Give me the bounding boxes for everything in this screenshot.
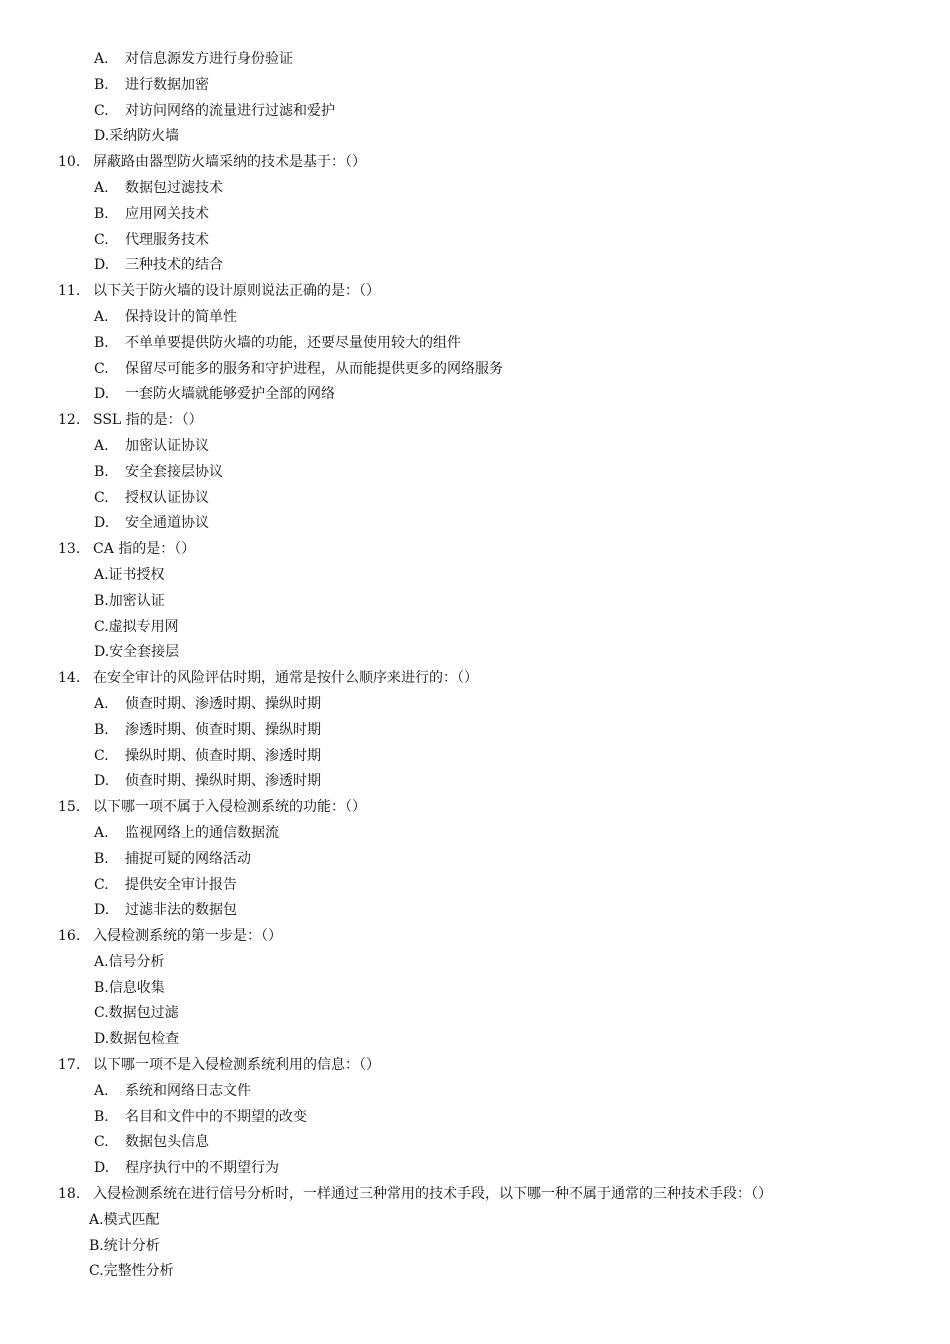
option-line: [0, 976, 950, 1002]
option-line: [0, 486, 950, 512]
question-number: 15.: [58, 799, 81, 816]
option-line: [0, 950, 950, 976]
option-letter: B.: [94, 76, 109, 93]
question-text: 以下哪一项不属于入侵检测系统的功能：（）: [93, 799, 366, 816]
option-letter: B.: [94, 205, 109, 222]
option-line: [0, 202, 950, 228]
option-line: [0, 873, 950, 899]
option-line: [0, 744, 950, 770]
option-text: B.加密认证: [94, 592, 165, 609]
question-line: [0, 666, 950, 692]
question-text: 入侵检测系统的第一步是：（）: [93, 928, 282, 945]
option-text: 数据包过滤技术: [125, 179, 223, 196]
option-letter: D.: [94, 386, 110, 403]
question-line: [0, 1182, 950, 1208]
option-letter: D.: [94, 1160, 110, 1177]
option-line: [0, 589, 950, 615]
option-text: 提供安全审计报告: [125, 876, 237, 893]
option-letter: B.: [94, 1108, 109, 1125]
option-text: D.采纳防火墙: [94, 128, 180, 145]
option-text: 代理服务技术: [125, 231, 209, 248]
option-text: 捕捉可疑的网络活动: [125, 850, 251, 867]
option-text: A.证书授权: [94, 566, 165, 583]
option-text: D.数据包检查: [94, 1031, 180, 1048]
option-text: 三种技术的结合: [125, 257, 223, 274]
question-number: 17.: [58, 1057, 81, 1074]
option-line: [0, 382, 950, 408]
option-line: [0, 228, 950, 254]
option-line: [0, 253, 950, 279]
option-line: [0, 176, 950, 202]
option-text: C.数据包过滤: [94, 1005, 179, 1022]
option-line: [0, 460, 950, 486]
option-text: 对信息源发方进行身份验证: [125, 51, 293, 67]
option-letter: B.: [94, 721, 109, 738]
option-line: [0, 73, 950, 99]
option-line: [0, 692, 950, 718]
option-text: 加密认证协议: [125, 437, 209, 454]
option-letter: B.: [94, 334, 109, 351]
question-number: 18.: [58, 1186, 81, 1203]
option-line: [0, 99, 950, 125]
option-letter: A.: [94, 437, 109, 454]
option-text: B.信息收集: [94, 979, 165, 996]
question-text: 入侵检测系统在进行信号分析时，一样通过三种常用的技术手段，以下哪一种不属于通常的三种技术手段：（）: [93, 1186, 772, 1203]
option-line: [0, 769, 950, 795]
option-letter: C.: [94, 231, 109, 248]
question-number: 11.: [58, 283, 81, 300]
question-line: [0, 537, 950, 563]
option-text: C.虚拟专用网: [94, 618, 179, 635]
option-line: [0, 1079, 950, 1105]
option-letter: C.: [94, 876, 109, 893]
option-letter: C.: [94, 489, 109, 506]
option-letter: C.: [94, 1134, 109, 1151]
option-line: [0, 47, 950, 73]
question-text: 以下关于防火墙的设计原则说法正确的是：（）: [93, 283, 380, 300]
option-text: A.模式匹配: [89, 1211, 160, 1228]
option-line: [0, 1156, 950, 1182]
option-text: 程序执行中的不期望行为: [125, 1160, 279, 1177]
option-letter: B.: [94, 850, 109, 867]
option-text: 操纵时期、侦查时期、渗透时期: [125, 747, 321, 764]
question-line: [0, 150, 950, 176]
option-letter: A.: [94, 179, 109, 196]
question-text: SSL 指的是：（）: [93, 412, 203, 429]
option-text: B.统计分析: [89, 1237, 160, 1254]
option-letter: C.: [94, 102, 109, 119]
option-line: [0, 847, 950, 873]
option-text: 监视网络上的通信数据流: [125, 824, 279, 841]
option-text: 对访问网络的流量进行过滤和爱护: [125, 102, 335, 119]
option-text: 应用网关技术: [125, 205, 209, 222]
question-text: 屏蔽路由器型防火墙采纳的技术是基于：（）: [93, 154, 366, 171]
option-text: 数据包头信息: [125, 1134, 209, 1151]
option-text: 侦查时期、操纵时期、渗透时期: [125, 773, 321, 790]
option-letter: D.: [94, 902, 110, 919]
question-line: [0, 408, 950, 434]
option-text: 系统和网络日志文件: [125, 1082, 251, 1099]
option-text: 授权认证协议: [125, 489, 209, 506]
question-text: 以下哪一项不是入侵检测系统利用的信息：（）: [93, 1057, 380, 1074]
option-text: D.安全套接层: [94, 644, 180, 661]
option-line: [0, 718, 950, 744]
question-text: 在安全审计的风险评估时期，通常是按什么顺序来进行的：（）: [93, 670, 478, 687]
option-letter: A.: [94, 51, 109, 67]
option-line: [0, 898, 950, 924]
option-letter: D.: [94, 515, 110, 532]
option-line: [0, 1130, 950, 1156]
option-line: [0, 640, 950, 666]
option-line: [0, 1001, 950, 1027]
option-text: 安全通道协议: [125, 515, 209, 532]
option-text: 侦查时期、渗透时期、操纵时期: [125, 695, 321, 712]
option-letter: A.: [94, 695, 109, 712]
question-number: 13.: [58, 541, 81, 558]
option-text: 名目和文件中的不期望的改变: [125, 1108, 307, 1125]
question-number: 12.: [58, 412, 81, 429]
option-line: [0, 1259, 950, 1285]
option-line: [0, 821, 950, 847]
question-text: CA 指的是：（）: [93, 541, 196, 558]
option-text: A.信号分析: [94, 953, 165, 970]
option-line: [0, 434, 950, 460]
question-number: 10.: [58, 154, 81, 171]
option-letter: A.: [94, 824, 109, 841]
question-number: 16.: [58, 928, 81, 945]
option-text: C.完整性分析: [89, 1263, 174, 1280]
option-line: [0, 1027, 950, 1053]
question-number: 14.: [58, 670, 81, 687]
option-letter: A.: [94, 1082, 109, 1099]
option-line: [0, 511, 950, 537]
option-line: [0, 357, 950, 383]
option-letter: D.: [94, 257, 110, 274]
option-text: 渗透时期、侦查时期、操纵时期: [125, 721, 321, 738]
option-letter: A.: [94, 308, 109, 325]
option-text: 过滤非法的数据包: [125, 902, 237, 919]
option-text: 安全套接层协议: [125, 463, 223, 480]
question-line: [0, 924, 950, 950]
option-line: [0, 305, 950, 331]
option-line: [0, 563, 950, 589]
option-letter: C.: [94, 747, 109, 764]
option-line: [0, 1208, 950, 1234]
question-line: [0, 279, 950, 305]
option-text: 不单单要提供防火墙的功能，还要尽量使用较大的组件: [125, 334, 461, 351]
question-line: [0, 795, 950, 821]
option-letter: C.: [94, 360, 109, 377]
option-line: [0, 124, 950, 150]
option-text: 保持设计的简单性: [125, 308, 237, 325]
option-line: [0, 1105, 950, 1131]
option-line: [0, 1234, 950, 1260]
option-letter: D.: [94, 773, 110, 790]
option-text: 一套防火墙就能够爱护全部的网络: [125, 386, 335, 403]
option-text: 进行数据加密: [125, 76, 209, 93]
option-letter: B.: [94, 463, 109, 480]
option-line: [0, 331, 950, 357]
exam-document: [0, 47, 950, 1285]
option-line: [0, 615, 950, 641]
option-text: 保留尽可能多的服务和守护进程，从而能提供更多的网络服务: [125, 360, 503, 377]
question-line: [0, 1053, 950, 1079]
